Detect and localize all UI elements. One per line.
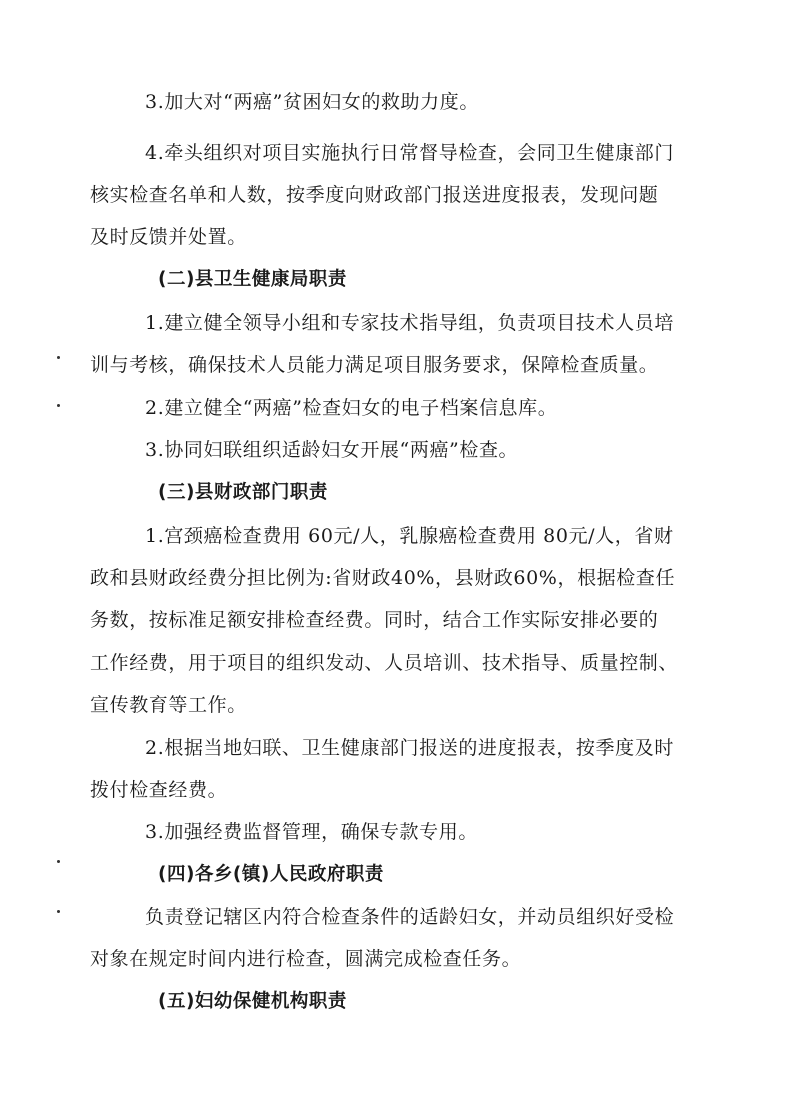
body-line: 3.加大对“两癌”贫困妇女的救助力度。: [145, 91, 479, 113]
body-line: 政和县财政经费分担比例为:省财政40%，县财政60%，根据检查任: [90, 567, 676, 589]
body-line: 核实检查名单和人数，按季度向财政部门报送进度报表，发现问题: [90, 184, 659, 206]
section-heading-5: (五)妇幼保健机构职责: [158, 991, 347, 1012]
section-heading-4: (四)各乡(镇)人民政府职责: [158, 864, 384, 885]
body-line: 宣传教育等工作。: [90, 694, 247, 716]
body-line: 负责登记辖区内符合检查条件的适龄妇女，并动员组织好受检: [145, 906, 675, 928]
body-line: 对象在规定时间内进行检查，圆满完成检查任务。: [90, 948, 522, 970]
body-line: 1.宫颈癌检查费用 60元/人，乳腺癌检查费用 80元/人，省财: [145, 525, 674, 547]
body-line: 2.建立健全“两癌”检查妇女的电子档案信息库。: [145, 397, 558, 419]
scan-mark: [57, 910, 60, 913]
scan-mark: [57, 404, 60, 407]
body-line: 3.加强经费监督管理，确保专款专用。: [145, 821, 478, 843]
body-line: 4.牵头组织对项目实施执行日常督导检查，会同卫生健康部门: [145, 142, 674, 164]
section-heading-3: (三)县财政部门职责: [158, 482, 328, 503]
body-line: 拨付检查经费。: [90, 779, 228, 801]
section-heading-2: (二)县卫生健康局职责: [158, 269, 347, 290]
body-line: 1.建立健全领导小组和专家技术指导组，负责项目技术人员培: [145, 312, 674, 334]
body-line: 及时反馈并处置。: [90, 226, 247, 248]
body-line: 2.根据当地妇联、卫生健康部门报送的进度报表，按季度及时: [145, 737, 674, 759]
body-line: 务数，按标准足额安排检查经费。同时，结合工作实际安排必要的: [90, 609, 659, 631]
scan-mark: [57, 860, 60, 863]
body-line: 工作经费，用于项目的组织发动、人员培训、技术指导、质量控制、: [90, 652, 679, 674]
scan-mark: [57, 356, 60, 359]
body-line: 训与考核，确保技术人员能力满足项目服务要求，保障检查质量。: [90, 354, 659, 376]
body-line: 3.协同妇联组织适龄妇女开展“两癌”检查。: [145, 439, 519, 461]
